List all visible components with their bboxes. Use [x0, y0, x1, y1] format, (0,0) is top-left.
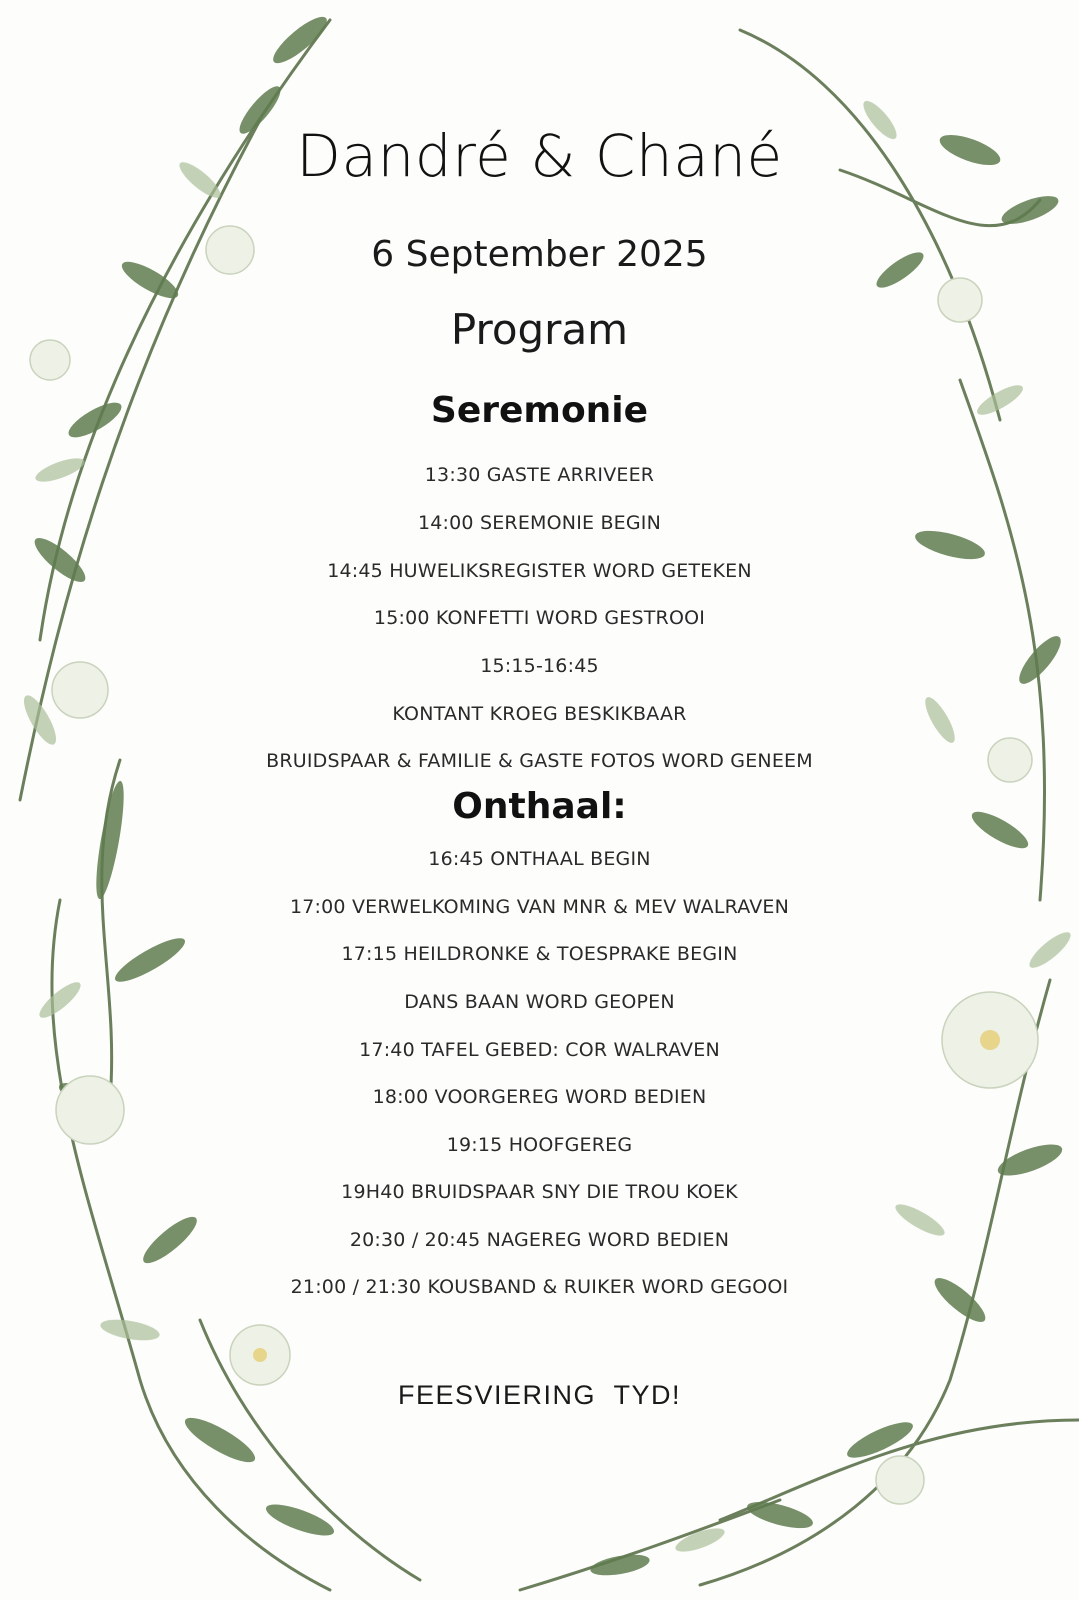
ceremony-heading: Seremonie: [430, 390, 649, 431]
reception-item: 19H40 BRUIDSPAAR SNY DIE TROU KOEK: [341, 1181, 738, 1203]
ceremony-item: KONTANT KROEG BESKIKBAAR: [392, 703, 687, 725]
ceremony-item: BRUIDSPAAR & FAMILIE & GASTE FOTOS WORD GENEEM: [266, 750, 813, 772]
reception-item: 17:40 TAFEL GEBED: COR WALRAVEN: [359, 1039, 720, 1061]
reception-item: 16:45 ONTHAAL BEGIN: [428, 848, 651, 870]
reception-item: 17:00 VERWELKOMING VAN MNR & MEV WALRAVEN: [289, 896, 790, 918]
closing-line: FEESVIERING TYD!: [397, 1380, 682, 1410]
reception-item: 17:15 HEILDRONKE & TOESPRAKE BEGIN: [341, 943, 738, 965]
reception-heading: Onthaal:: [452, 786, 627, 827]
ceremony-item: 14:00 SEREMONIE BEGIN: [417, 512, 662, 534]
ceremony-item: 14:45 HUWELIKSREGISTER WORD GETEKEN: [327, 560, 752, 582]
reception-item: 19:15 HOOFGEREG: [446, 1134, 633, 1156]
ceremony-item: 13:30 GASTE ARRIVEER: [424, 464, 655, 486]
reception-item: 18:00 VOORGEREG WORD BEDIEN: [372, 1086, 707, 1108]
reception-item: 21:00 / 21:30 KOUSBAND & RUIKER WORD GEGOOI: [290, 1276, 789, 1298]
reception-item: DANS BAAN WORD GEOPEN: [404, 991, 675, 1013]
couple-names: Dandré & Chané: [296, 122, 783, 190]
ceremony-item: 15:15-16:45: [480, 655, 599, 677]
ceremony-item: 15:00 KONFETTI WORD GESTROOI: [373, 607, 706, 629]
wedding-date: 6 September 2025: [371, 234, 708, 275]
program-title: Program: [450, 305, 629, 354]
reception-item: 20:30 / 20:45 NAGEREG WORD BEDIEN: [349, 1229, 730, 1251]
